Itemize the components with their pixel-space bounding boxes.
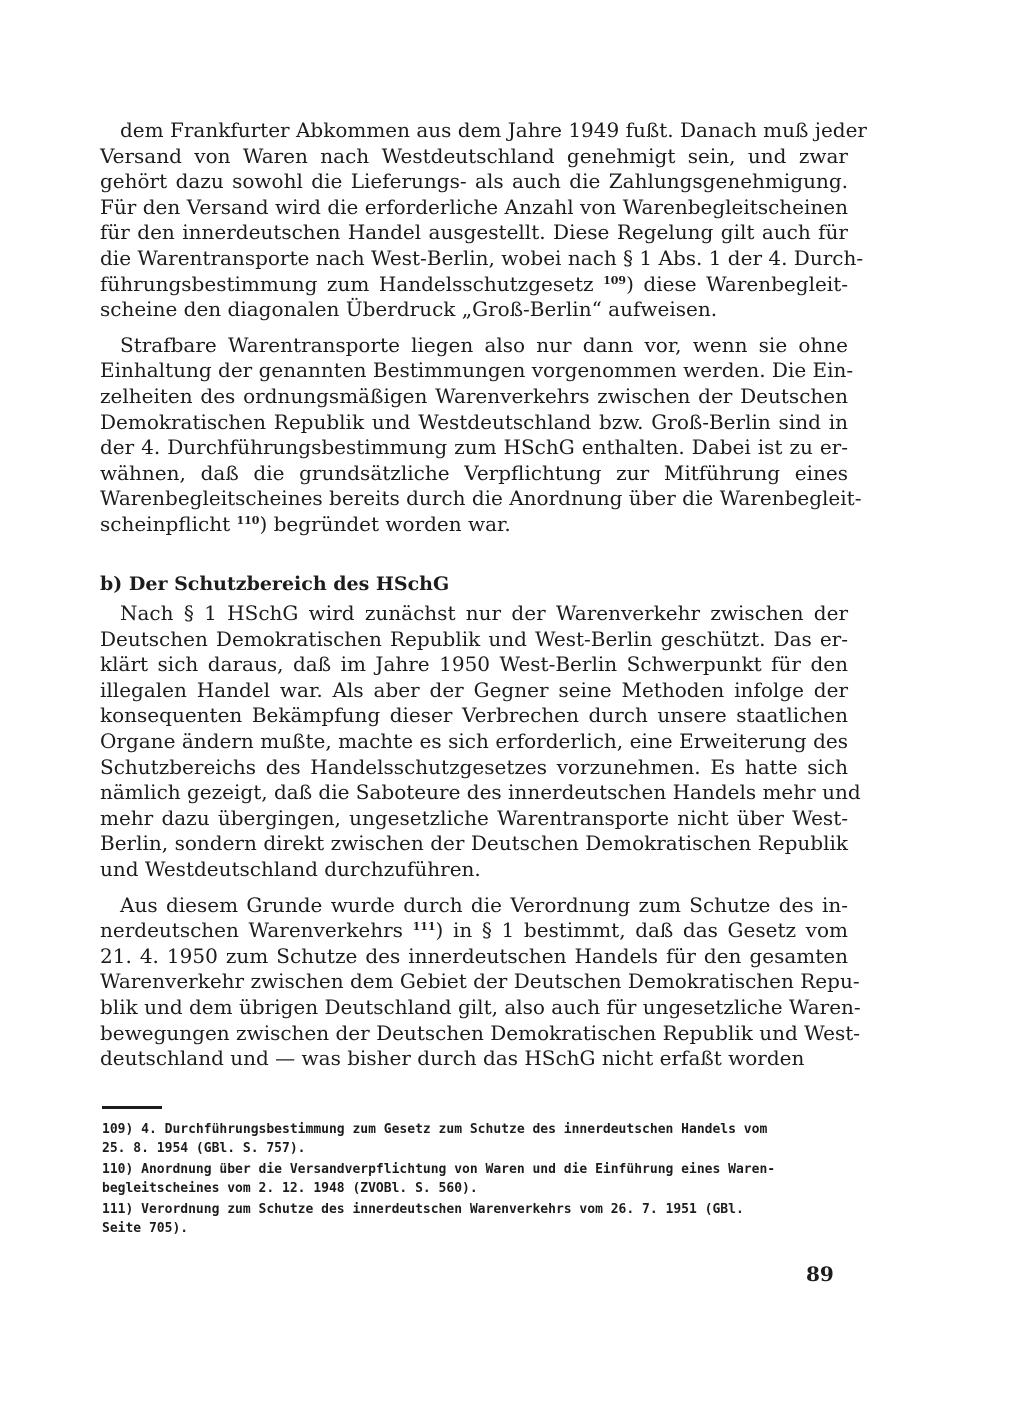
footnote-line: 110) Anordnung über die Versandverpflichtung von Waren und die Einführung eines Waren- — [102, 1162, 776, 1177]
page-number: 89 — [806, 1262, 834, 1286]
text-line: 21. 4. 1950 zum Schutze des innerdeutschen Handels für den gesamten — [100, 943, 848, 968]
footnote-line: 111) Verordnung zum Schutze des innerdeutschen Warenverkehrs vom 26. 7. 1951 (GBl. — [102, 1202, 744, 1217]
text-line: Versand von Waren nach Westdeutschland genehmigt sein, und zwar — [100, 143, 848, 168]
footnote-109 — [102, 1120, 844, 1158]
footnote-110 — [102, 1160, 844, 1198]
text-line: bewegungen zwischen der Deutschen Demokratischen Republik und West- — [100, 1020, 860, 1045]
text-line: konsequenten Bekämpfung dieser Verbrechen durch unsere staatlichen — [100, 703, 848, 728]
text-line: Für den Versand wird die erforderliche Anzahl von Warenbegleitscheinen — [100, 194, 848, 219]
text-line: und Westdeutschland durchzuführen. — [100, 857, 481, 882]
paragraph-2 — [100, 332, 862, 538]
text-line: dem Frankfurter Abkommen aus dem Jahre 1949 fußt. Danach muß jeder — [120, 118, 867, 142]
footnote-marker: 109 — [603, 273, 627, 287]
paragraph-1 — [100, 118, 867, 323]
paragraph-3 — [100, 601, 861, 883]
text-line: nämlich gezeigt, daß die Saboteure des innerdeutschen Handels mehr und — [100, 780, 861, 805]
text-line: Nach § 1 HSchG wird zunächst nur der Warenverkehr zwischen der — [120, 601, 848, 626]
text-line: Berlin, sondern direkt zwischen der Deutschen Demokratischen Republik — [100, 831, 848, 856]
paragraph-4 — [100, 892, 861, 1072]
text-line: Aus diesem Grunde wurde durch die Verordnung zum Schutze des in- — [120, 892, 848, 917]
footnotes — [102, 1120, 844, 1240]
text-line: blik und dem übrigen Deutschland gilt, also auch für ungesetzliche Waren- — [100, 995, 861, 1019]
text-line: deutschland und — was bisher durch das HSchG nicht erfaßt worden — [100, 1046, 805, 1071]
footnote-marker: 111 — [412, 920, 436, 934]
text-line: für den innerdeutschen Handel ausgestellt. Diese Regelung gilt auch für — [100, 220, 848, 245]
text-line: scheinpflicht $^{110}$) begründet worden war. — [100, 511, 511, 536]
text-line: Strafbare Warentransporte liegen also nur dann vor, wenn sie ohne — [120, 332, 848, 357]
body-text — [100, 118, 867, 1072]
text-line: die Warentransporte nach West-Berlin, wobei nach § 1 Abs. 1 der 4. Durch- — [100, 245, 864, 270]
footnote-line: Seite 705). — [102, 1221, 189, 1236]
text-line: mehr dazu übergingen, ungesetzliche Warentransporte nicht über West- — [100, 805, 848, 830]
text-line: nerdeutschen Warenverkehrs $^{111}$) in § 1 bestimmt, daß das Gesetz vom — [100, 918, 848, 943]
footnote-separator — [102, 1106, 162, 1109]
text-line: Warenbegleitscheines bereits durch die Anordnung über die Warenbegleit- — [100, 486, 862, 511]
text-line: gehört dazu sowohl die Lieferungs- als auch die Zahlungsgenehmigung. — [100, 169, 848, 194]
text-line: führungsbestimmung zum Handelsschutzgesetz $^{109}$) diese Warenbegleit- — [100, 271, 848, 296]
text-line: klärt sich daraus, daß im Jahre 1950 West-Berlin Schwerpunkt für den — [100, 652, 848, 677]
text-line: Schutzbereichs des Handelsschutzgesetzes vorzunehmen. Es hatte sich — [100, 754, 848, 779]
text-line: Warenverkehr zwischen dem Gebiet der Deutschen Demokratischen Repu- — [100, 969, 860, 994]
text-line: Organe ändern mußte, machte es sich erforderlich, eine Erweiterung des — [100, 729, 848, 754]
text-line: der 4. Durchführungsbestimmung zum HSchG enthalten. Dabei ist zu er- — [100, 435, 848, 460]
section-heading: b) Der Schutzbereich des HSchG — [100, 572, 450, 595]
text-line: wähnen, daß die grundsätzliche Verpflichtung zur Mitführung eines — [100, 460, 848, 485]
text-line: Demokratischen Republik und Westdeutschland bzw. Groß-Berlin sind in — [100, 409, 848, 434]
footnote-111 — [102, 1200, 844, 1238]
text-line: scheine den diagonalen Überdruck „Groß-Berlin“ aufweisen. — [100, 297, 718, 322]
footnote-line: 25. 8. 1954 (GBl. S. 757). — [102, 1141, 306, 1156]
footnote-marker: 110 — [236, 513, 260, 527]
text-line: zelheiten des ordnungsmäßigen Warenverkehrs zwischen der Deutschen — [100, 383, 848, 408]
footnote-line: begleitscheines vom 2. 12. 1948 (ZVOBl. S. 560). — [102, 1181, 478, 1196]
text-line: illegalen Handel war. Als aber der Gegner seine Methoden infolge der — [100, 677, 848, 702]
text-line: Deutschen Demokratischen Republik und West-Berlin geschützt. Das er- — [100, 626, 848, 651]
footnote-line: 109) 4. Durchführungsbestimmung zum Gesetz zum Schutze des innerdeutschen Handels vom — [102, 1122, 768, 1137]
text-line: Einhaltung der genannten Bestimmungen vorgenommen werden. Die Ein- — [100, 358, 854, 383]
